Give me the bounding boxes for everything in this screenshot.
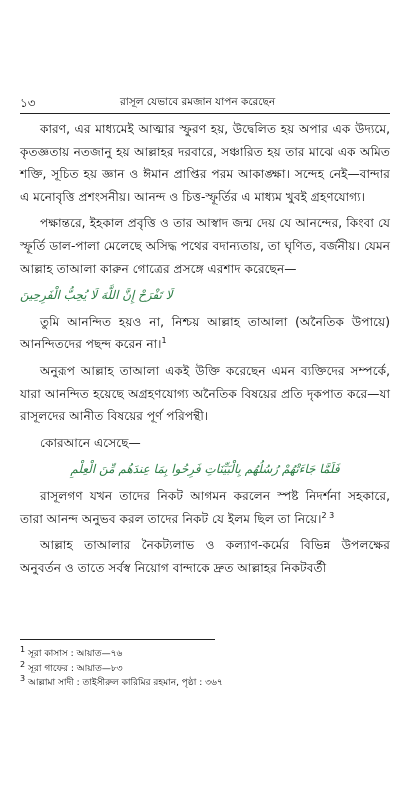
footnotes bbox=[20, 647, 223, 691]
paragraph-3-text: তুমি আনন্দিত হয়ও না, নিশ্চয় আল্লাহ তাআলা (অনৈতিক উপায়ে) আনন্দিতদের পছন্দ করেন না। bbox=[20, 314, 390, 352]
page-number: ১৩ bbox=[20, 96, 36, 110]
footnote-ref-2-3[interactable]: 2 3 bbox=[321, 510, 335, 520]
paragraph-4: অনুরূপ আল্লাহ তাআলা একই উক্তি করেছেন এমন ব্যক্তিদের সম্পর্কে, যারা আনন্দিত হয়েছে অগ্রহণযোগ্য অনৈতিক বিষয়ের প্রতি দৃকপাত করে—যা রাসূলদের আনীত বিষয়ের পূর্ণ পরিপন্থী। bbox=[20, 363, 390, 424]
arabic-verse-2: فَلَمَّا جَاءَتْهُمْ رُسُلُهُم بِالْبَيِّنَاتِ فَرِحُوا بِمَا عِندَهُم مِّنَ الْعِلْمِ bbox=[70, 462, 340, 477]
paragraph-7: আল্লাহ তাআলার নৈকট্যলাভ ও কল্যাণ-কর্মের বিভিন্ন উপলক্ষের অনুবর্তন ও তাতে সর্বস্ব নিয়োগ বান্দাকে দ্রুত আল্লাহর নিকটবর্তী bbox=[20, 538, 390, 575]
footnote-rule bbox=[20, 639, 215, 640]
footnote-1-text: সূরা কাসাস : আয়াত—৭৬ bbox=[27, 649, 123, 659]
footnote-1 bbox=[20, 647, 223, 662]
paragraph-6 bbox=[20, 485, 390, 530]
footnote-2 bbox=[20, 659, 223, 677]
arabic-verse-1: لَا تَفْرَحْ إِنَّ اللَّهَ لَا يُحِبُّ الْفَرِحِينَ bbox=[20, 288, 173, 303]
body-text bbox=[20, 118, 390, 583]
page-header bbox=[20, 95, 389, 111]
header-rule bbox=[20, 113, 390, 114]
paragraph-6-text: রাসূলগণ যখন তাদের নিকট আগমন করলেন স্পষ্ট নিদর্শনা সহকারে, তারা আনন্দ অনুভব করল তাদের নিকট যে ইলম ছিল তা নিয়ে। bbox=[20, 488, 390, 526]
footnote-ref-1[interactable]: 1 bbox=[161, 336, 167, 346]
paragraph-2: পক্ষান্তরে, ইহকাল প্রবৃত্তি ও তার আস্বাদ জন্ম দেয় যে আনন্দের, কিংবা যে স্ফূর্তি ডাল-পালা মেলেছে অসিদ্ধ পথের বদান্যতায়, তা ঘৃণিত, বর্জনীয়। যেমন আল্লাহ তাআলা কারুন গোত্রের প্রসঙ্গে এরশাদ করেছেন— bbox=[20, 216, 390, 276]
paragraph-1: কারণ, এর মাধ্যমেই আত্মার স্ফুরণ হয়, উদ্বেলিত হয় অপার এক উদ্যমে, কৃতজ্ঞতায় নতজানু হয় আল্লাহর দরবারে, সঞ্চারিত হয় তার মাঝে এক অমিত শক্তি, সূচিত হয় জ্ঞান ও ঈমান প্রাপ্তির পরম আকাঙ্ক্ষা। সন্দেহ নেই—বান্দার এ মনোবৃত্তি প্রশংসনীয়। আনন্দ ও চিত্ত-স্ফূর্তির এ মাধ্যম খুবই গ্রহণযোগ্য। bbox=[20, 122, 390, 204]
paragraph-3 bbox=[20, 311, 390, 356]
footnote-1-num: 1 bbox=[20, 645, 26, 654]
running-title: রাসূল যেভাবে রমজান যাপন করেছেন bbox=[120, 96, 276, 108]
footnote-2-text: সূরা গাফের : আয়াত—৮৩ bbox=[27, 663, 123, 674]
paragraph-5: কোরআনে এসেছে— bbox=[40, 435, 141, 450]
footnote-3 bbox=[20, 676, 223, 691]
footnote-2-num: 2 bbox=[20, 659, 26, 669]
footnote-3-num: 3 bbox=[20, 674, 26, 683]
footnote-3-text: আল্লামা সাদী : তাইসীরুল কারিমির রহমান, পৃষ্ঠা : ৩৬৭ bbox=[27, 678, 223, 688]
